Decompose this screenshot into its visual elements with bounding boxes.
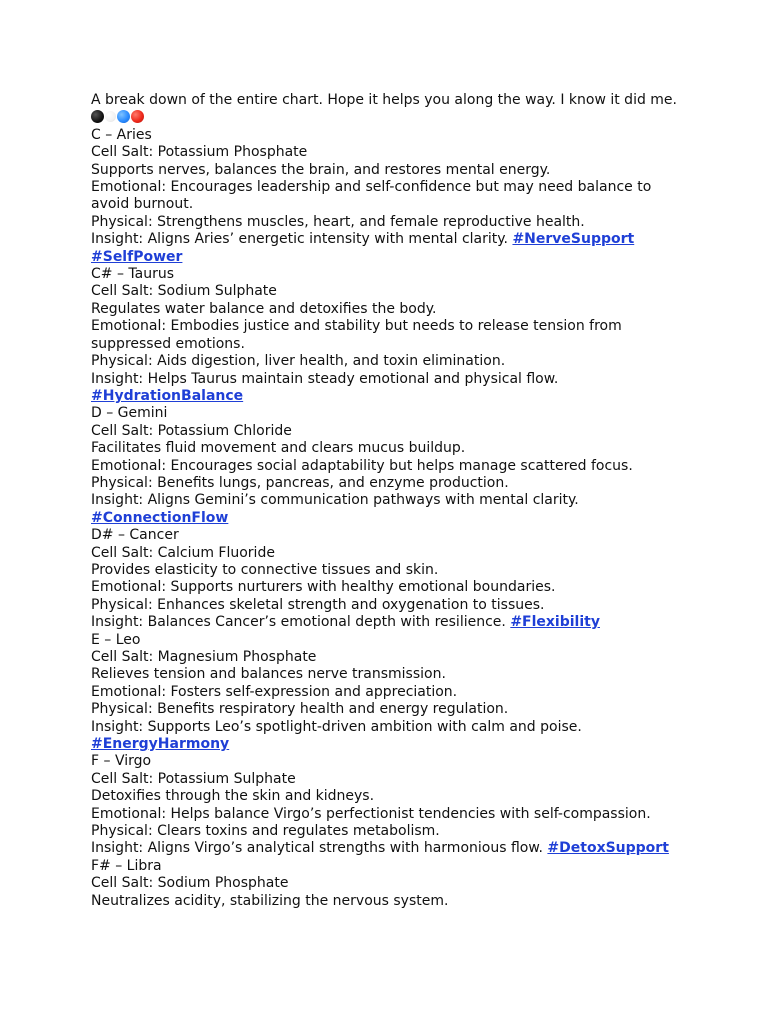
intro-paragraph [91, 92, 681, 127]
blue-circle-icon [117, 110, 130, 123]
entry-heading: C – Aries [91, 126, 152, 143]
entry-insight: Insight: Aligns Virgo’s analytical strengths with harmonious flow. [91, 840, 543, 857]
entry-cell-salt: Cell Salt: Sodium Phosphate [91, 875, 289, 892]
hashtag-link[interactable]: #EnergyHarmony [91, 736, 230, 753]
entry-physical: Physical: Clears toxins and regulates metabolism. [91, 823, 440, 840]
entry-summary: Facilitates fluid movement and clears mucus buildup. [91, 440, 466, 457]
entry-leo [91, 632, 681, 754]
entry-taurus [91, 266, 681, 405]
hashtag-link[interactable]: #DetoxSupport [547, 840, 669, 857]
hashtag-link[interactable]: #ConnectionFlow [91, 509, 229, 526]
entry-cell-salt: Cell Salt: Calcium Fluoride [91, 544, 275, 561]
hashtag-link[interactable]: #Flexibility [510, 614, 600, 631]
entry-cell-salt: Cell Salt: Potassium Chloride [91, 422, 292, 439]
emoji-group [91, 110, 144, 123]
entry-physical: Physical: Enhances skeletal strength and oxygenation to tissues. [91, 596, 545, 613]
entry-cell-salt: Cell Salt: Potassium Sulphate [91, 770, 296, 787]
entry-physical: Physical: Benefits lungs, pancreas, and enzyme production. [91, 474, 509, 491]
hashtag-link[interactable]: #SelfPower [91, 248, 183, 265]
entry-heading: D – Gemini [91, 405, 168, 422]
entry-physical: Physical: Benefits respiratory health and energy regulation. [91, 701, 509, 718]
entry-summary: Supports nerves, balances the brain, and restores mental energy. [91, 161, 551, 178]
intro-text-line1: A break down of the entire chart. Hope it helps you along the way. I know it did [91, 92, 646, 108]
entry-insight: Insight: Helps Taurus maintain steady emotional and physical flow. [91, 370, 559, 387]
entry-emotional: Emotional: Supports nurturers with healthy emotional boundaries. [91, 579, 556, 596]
entry-gemini [91, 405, 681, 527]
entry-insight: Insight: Balances Cancer’s emotional depth with resilience. [91, 614, 506, 631]
entry-summary: Relieves tension and balances nerve transmission. [91, 666, 446, 683]
entry-summary: Provides elasticity to connective tissues and skin. [91, 561, 439, 578]
entry-summary: Regulates water balance and detoxifies the body. [91, 300, 437, 317]
entry-heading: F# – Libra [91, 857, 162, 874]
entry-emotional: Emotional: Encourages leadership and self-confidence but may need balance to avoid burnout. [91, 179, 652, 213]
entry-insight-line [91, 492, 681, 527]
entry-heading: F – Virgo [91, 753, 152, 770]
white-circle-icon [105, 111, 116, 122]
entry-summary: Detoxifies through the skin and kidneys. [91, 788, 375, 805]
entry-insight-line [91, 231, 681, 266]
entry-insight-line [91, 840, 681, 857]
entry-insight: Insight: Supports Leo’s spotlight-driven ambition with calm and poise. [91, 718, 582, 735]
entry-physical: Physical: Aids digestion, liver health, and toxin elimination. [91, 353, 506, 370]
entry-emotional: Emotional: Encourages social adaptability but helps manage scattered focus. [91, 457, 633, 474]
entry-insight: Insight: Aligns Gemini’s communication pathways with mental clarity. [91, 492, 579, 509]
entry-heading: D# – Cancer [91, 527, 179, 544]
document-body [91, 92, 681, 910]
entry-insight: Insight: Aligns Aries’ energetic intensity with mental clarity. [91, 231, 508, 248]
red-circle-icon [131, 110, 144, 123]
entry-emotional: Emotional: Embodies justice and stability but needs to release tension from suppressed emotions. [91, 318, 622, 352]
entry-emotional: Emotional: Helps balance Virgo’s perfectionist tendencies with self-compassion. [91, 805, 651, 822]
entry-cell-salt: Cell Salt: Sodium Sulphate [91, 283, 277, 300]
entry-virgo [91, 753, 681, 857]
black-circle-icon [91, 110, 104, 123]
entry-emotional: Emotional: Fosters self-expression and appreciation. [91, 683, 458, 700]
entry-insight-line [91, 719, 681, 754]
hashtag-link[interactable]: #HydrationBalance [91, 387, 244, 404]
entry-cell-salt: Cell Salt: Potassium Phosphate [91, 144, 308, 161]
entry-physical: Physical: Strengthens muscles, heart, and female reproductive health. [91, 213, 585, 230]
entry-aries [91, 127, 681, 266]
intro-text-line2: me. [650, 92, 677, 108]
entry-summary: Neutralizes acidity, stabilizing the nervous system. [91, 892, 449, 909]
entry-insight-line [91, 614, 681, 631]
entry-heading: E – Leo [91, 631, 141, 648]
entry-cell-salt: Cell Salt: Magnesium Phosphate [91, 649, 317, 665]
entry-cancer [91, 527, 681, 631]
hashtag-link[interactable]: #NerveSupport [512, 231, 635, 248]
entry-libra [91, 858, 681, 910]
entry-heading: C# – Taurus [91, 266, 175, 283]
entry-insight-line [91, 371, 681, 406]
